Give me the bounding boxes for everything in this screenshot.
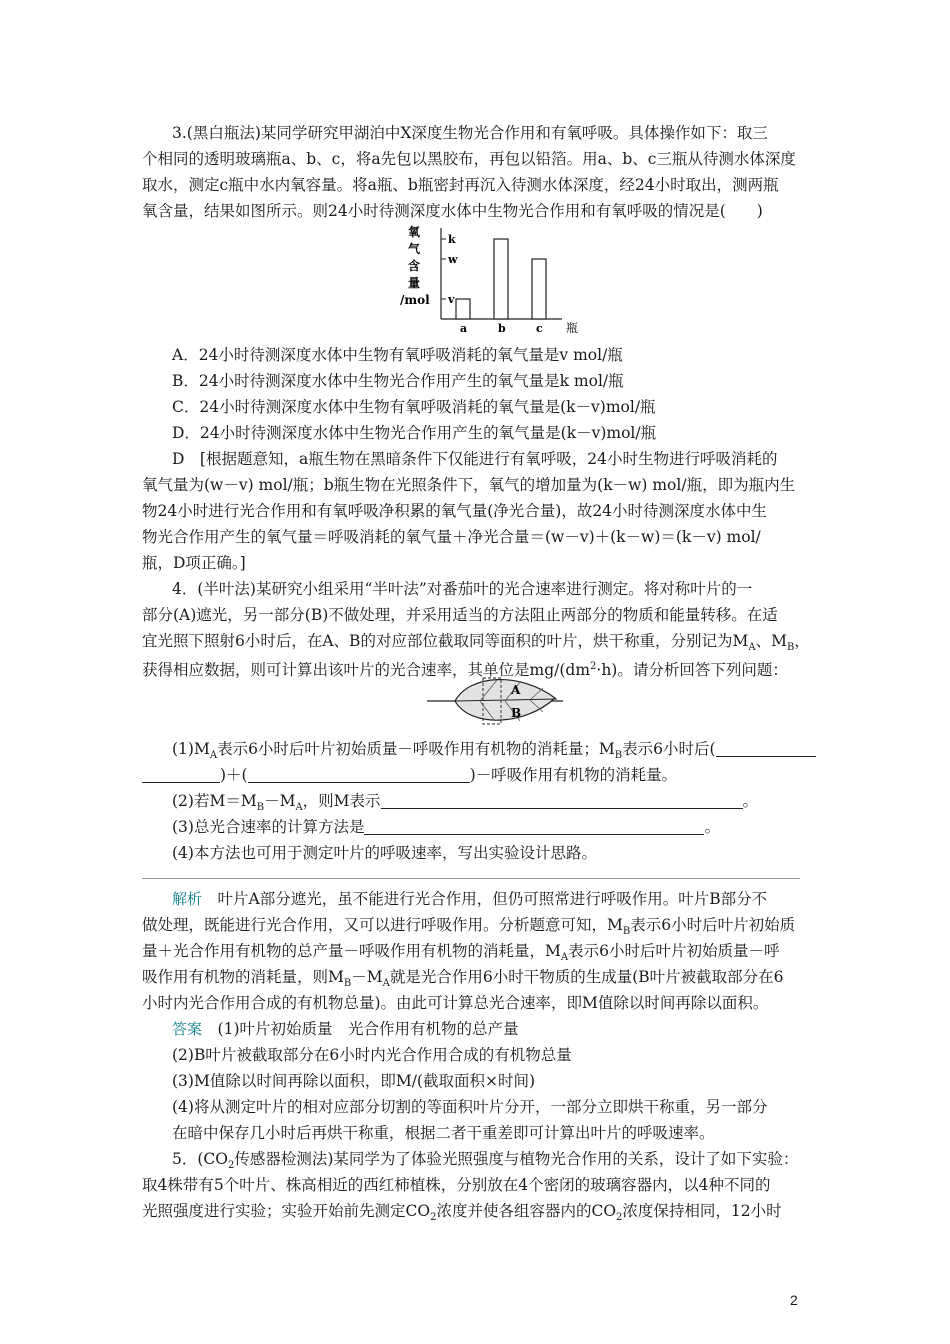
q3-option-b: B．24小时待测深度水体中生物光合作用产生的氧气量是k mol/瓶 <box>172 372 624 390</box>
chart-ytick-label: v <box>448 293 455 306</box>
chart-ytick-label: w <box>448 253 458 266</box>
leaf-label-a: A <box>511 683 521 697</box>
chart-ylabel-char: 含 <box>408 259 421 273</box>
q3-line-3: 取水，测定c瓶中水内氧容量。将a瓶、b瓶密封再沉入待测水体深度，经24小时取出，测两瓶 <box>142 176 779 194</box>
q3-answer-line-3: 物24小时进行光合作用和有氧呼吸净积累的氧气量(净光合量)，故24小时待测深度水体中生 <box>142 502 768 520</box>
q3-option-a: A．24小时待测深度水体中生物有氧呼吸消耗的氧气量是v mol/瓶 <box>172 346 623 364</box>
q5-line-1: 5．($CO_2$传感器检测法)某同学为了体验光照强度与植物光合作用的关系，设计了如下实验： <box>172 1150 799 1172</box>
answer-line-1: 答案 (1)叶片初始质量 光合作用有机物的总产量 <box>172 1020 519 1038</box>
q3-line-1: 3.(黑白瓶法)某同学研究甲湖泊中X深度生物光合作用和有氧呼吸。具体操作如下：取三 <box>172 124 768 142</box>
chart-ytick-label: k <box>448 233 456 246</box>
chart-xlabel: 瓶 <box>566 321 579 334</box>
q4-sub4: (4)本方法也可用于测定叶片的呼吸速率，写出实验设计思路。 <box>172 844 597 862</box>
q3-answer-line-2: 氧气量为(w－v) mol/瓶；b瓶生物在光照条件下，氧气的增加量为(k－w) mol/瓶，即为瓶内生 <box>142 476 796 494</box>
page-number: 2 <box>790 1292 798 1308</box>
chart-ylabel-char: /mol <box>400 293 430 307</box>
chart-bar-c <box>532 259 546 319</box>
leaf-diagram <box>425 668 565 730</box>
chart-ylabel-char: 气 <box>408 242 421 256</box>
blank-1a[interactable] <box>716 738 816 757</box>
blank-2[interactable] <box>381 790 743 809</box>
q4-sub1-line-2: )＋( )－呼吸作用有机物的消耗量。 <box>142 762 677 788</box>
q3-option-d: D．24小时待测深度水体中生物光合作用产生的氧气量是(k－v)mol/瓶 <box>172 424 657 442</box>
q4-line-3: 宜光照下照射6小时后，在A、B的对应部位截取同等面积的叶片，烘干称重，分别记为$M_A$、$M_B$， <box>142 632 810 654</box>
blank-1b[interactable] <box>142 764 220 783</box>
analysis-line-1: 解析 叶片A部分遮光，虽不能进行光合作用，但仍可照常进行呼吸作用。叶片B部分不 <box>172 890 768 908</box>
q3-line-4: 氧含量，结果如图所示。则24小时待测深度水体中生物光合作用和有氧呼吸的情况是( ) <box>142 202 763 220</box>
q5-line-3: 光照强度进行实验；实验开始前先测定$CO_2$浓度并使各组容器内的$CO_2$浓度保持相同，12小时 <box>142 1202 782 1224</box>
q3-line-2: 个相同的透明玻璃瓶a、b、c，将a先包以黑胶布，再包以铅箔。用a、b、c三瓶从待测水体深度 <box>142 150 796 168</box>
q3-answer-line-4: 物光合作用产生的氧气量＝呼吸消耗的氧气量＋净光合量＝(w－v)＋(k－w)＝(k－v) mol/ <box>142 528 761 546</box>
chart-ylabel-char: 量 <box>408 276 421 290</box>
answer-tag: 答案 <box>172 1020 203 1038</box>
q4-line-1: 4．(半叶法)某研究小组采用“半叶法”对番茄叶的光合速率进行测定。将对称叶片的一 <box>172 580 753 598</box>
q4-line-4: 获得相应数据，则可计算出该叶片的光合速率，其单位是$mg/(dm^2\cdot h)$。请分析回答下列问题： <box>142 661 788 680</box>
q4-sub2: (2)若$M=M_B-M_A$，则M表示 。 <box>172 792 759 814</box>
answer-line-3: (3)M值除以时间再除以面积，即M/(截取面积×时间) <box>172 1072 536 1090</box>
analysis-tag: 解析 <box>172 890 203 908</box>
analysis-line-2: 做处理，既能进行光合作用，又可以进行呼吸作用。分析题意可知，$M_B$表示6小时后叶片初始质 <box>142 916 796 938</box>
oxygen-bar-chart <box>400 222 580 334</box>
q3-answer-line-1: D [根据题意知，a瓶生物在黑暗条件下仅能进行有氧呼吸，24小时生物进行呼吸消耗的 <box>172 450 778 468</box>
answer-line-4: (4)将从测定叶片的相对应部分切割的等面积叶片分开，一部分立即烘干称重，另一部分 <box>172 1098 768 1116</box>
blank-1c[interactable] <box>248 764 470 783</box>
leaf-label-b: B <box>511 706 522 720</box>
q3-option-c: C．24小时待测深度水体中生物有氧呼吸消耗的氧气量是(k－v)mol/瓶 <box>172 398 656 416</box>
analysis-line-3: 量＋光合作用有机物的总产量－呼吸作用有机物的消耗量，$M_A$表示6小时后叶片初始质量－呼 <box>142 942 780 964</box>
chart-bar-a <box>456 299 470 319</box>
q4-sub1-line-1: $(1)M_A$表示6小时后叶片初始质量－呼吸作用有机物的消耗量；$M_B$表示6小时后( <box>172 736 816 769</box>
separator-line <box>142 878 800 879</box>
q4-line-2: 部分(A)遮光，另一部分(B)不做处理，并采用适当的方法阻止两部分的物质和能量转移。在适 <box>142 606 778 624</box>
analysis-line-5: 小时内光合作用合成的有机物总量)。由此可计算总光合速率，即M值除以时间再除以面积。 <box>142 994 769 1012</box>
analysis-line-4: 吸作用有机物的消耗量，则$M_B-M_A$就是光合作用6小时干物质的生成量(B叶片被截取部分在6 <box>142 968 784 990</box>
q4-sub3: (3)总光合速率的计算方法是 。 <box>172 818 720 836</box>
chart-bar-b <box>494 239 508 319</box>
chart-ylabel <box>400 224 430 307</box>
answer-line-2: (2)B叶片被截取部分在6小时内光合作用合成的有机物总量 <box>172 1046 572 1064</box>
chart-xtick-label: c <box>536 322 543 334</box>
chart-ylabel-char: 氧 <box>408 225 421 239</box>
q5-line-2: 取4株带有5个叶片、株高相近的西红柿植株，分别放在4个密闭的玻璃容器内，以4种不同的 <box>142 1176 771 1194</box>
blank-3[interactable] <box>364 816 704 835</box>
chart-xtick-label: a <box>460 322 468 334</box>
chart-xtick-label: b <box>498 322 506 334</box>
q3-answer-line-5: 瓶，D项正确。] <box>142 554 246 572</box>
answer-line-5: 在暗中保存几小时后再烘干称重，根据二者干重差即可计算出叶片的呼吸速率。 <box>172 1124 715 1142</box>
